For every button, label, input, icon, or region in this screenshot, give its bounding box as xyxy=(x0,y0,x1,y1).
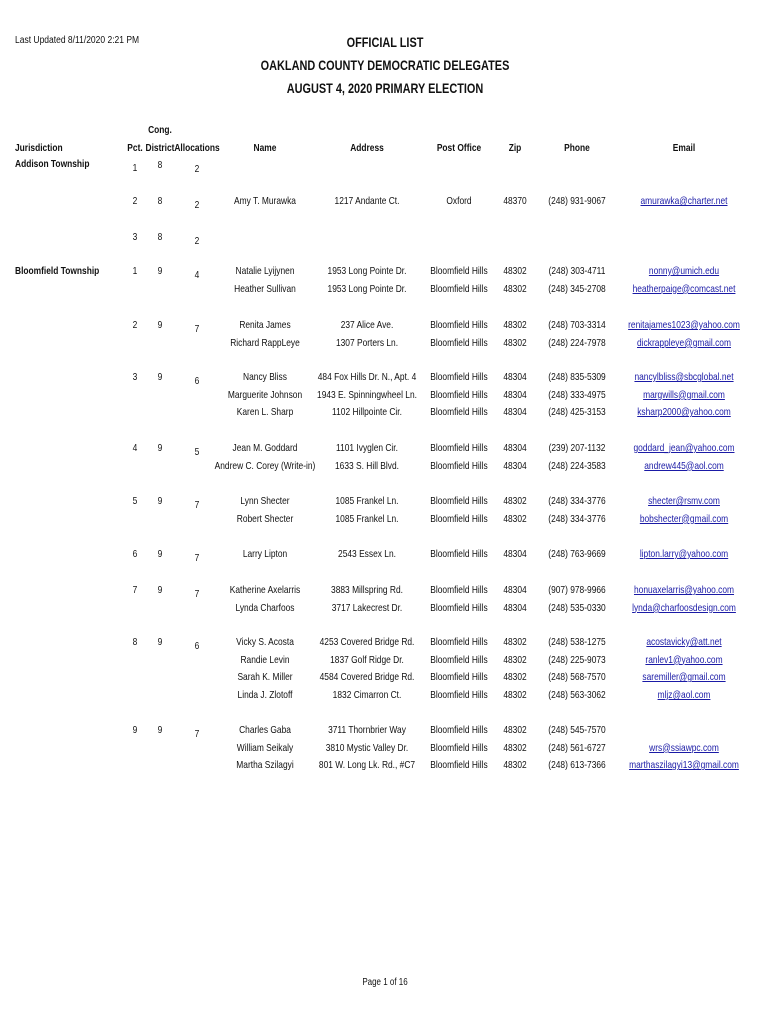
delegate-post-office: Bloomfield Hills xyxy=(430,319,488,331)
delegate-phone: (248) 225-9073 xyxy=(548,653,606,666)
allocation-count: 7 xyxy=(194,552,200,564)
delegate-phone: (248) 334-3776 xyxy=(548,495,606,507)
delegate-name: Nancy Bliss xyxy=(243,371,287,383)
congressional-district: 9 xyxy=(157,442,163,454)
col-header-allocations: Allocations xyxy=(174,142,220,154)
delegate-name: Marguerite Johnson xyxy=(227,388,303,401)
delegate-email[interactable]: bobshecter@gmail.com xyxy=(639,512,729,525)
col-header-district: District xyxy=(145,142,175,154)
delegate-phone: (248) 835-5309 xyxy=(548,371,606,383)
delegate-address: 1832 Cimarron Ct. xyxy=(332,689,402,702)
delegate-post-office: Oxford xyxy=(446,195,472,207)
delegate-zip: 48302 xyxy=(503,671,527,684)
delegate-email[interactable]: ranlev1@yahoo.com xyxy=(645,653,723,666)
delegate-address: 3711 Thornbrier Way xyxy=(328,724,406,736)
delegate-post-office: Bloomfield Hills xyxy=(430,653,488,666)
delegate-address: 237 Alice Ave. xyxy=(340,319,394,331)
delegate-name: William Seikaly xyxy=(236,741,294,754)
delegate-name: Heather Sullivan xyxy=(234,282,296,295)
delegate-post-office: Bloomfield Hills xyxy=(430,601,488,614)
delegate-name: Andrew C. Corey (Write-in) xyxy=(214,459,316,472)
delegate-post-office: Bloomfield Hills xyxy=(430,671,488,684)
delegate-phone: (907) 978-9966 xyxy=(548,584,606,596)
delegate-phone: (248) 561-6727 xyxy=(548,741,606,754)
delegate-email[interactable]: andrew445@aol.com xyxy=(644,459,724,472)
delegate-email[interactable]: nonny@umich.edu xyxy=(648,265,720,277)
congressional-district: 8 xyxy=(157,231,163,243)
delegate-post-office: Bloomfield Hills xyxy=(430,512,488,525)
delegate-name: Karen L. Sharp xyxy=(236,406,294,419)
delegate-email[interactable]: saremiller@gmail.com xyxy=(642,671,726,684)
congressional-district: 9 xyxy=(157,724,163,736)
delegate-name: Linda J. Zlotoff xyxy=(237,689,293,702)
precinct-number: 2 xyxy=(132,195,138,207)
title-primary-election: AUGUST 4, 2020 PRIMARY ELECTION xyxy=(286,80,484,96)
delegate-zip: 48304 xyxy=(503,601,527,614)
delegate-phone: (248) 568-7570 xyxy=(548,671,606,684)
delegate-address: 1837 Golf Ridge Dr. xyxy=(330,653,404,666)
delegate-address: 1307 Porters Ln. xyxy=(335,336,399,349)
delegate-name: Amy T. Murawka xyxy=(234,195,296,207)
delegate-email[interactable]: mljz@aol.com xyxy=(657,689,711,702)
precinct-number: 8 xyxy=(132,636,138,648)
delegate-phone: (248) 613-7366 xyxy=(548,759,606,772)
precinct-number: 3 xyxy=(132,231,138,243)
delegate-zip: 48302 xyxy=(503,495,527,507)
delegate-address: 3717 Lakecrest Dr. xyxy=(331,601,403,614)
delegate-zip: 48302 xyxy=(503,653,527,666)
delegate-name: Randie Levin xyxy=(240,653,290,666)
delegate-address: 1102 Hillpointe Cir. xyxy=(332,406,402,419)
col-header-pct: Pct. xyxy=(127,142,143,154)
delegate-phone: (248) 334-3776 xyxy=(548,512,606,525)
delegate-email[interactable]: amurawka@charter.net xyxy=(640,195,728,207)
delegate-phone: (248) 333-4975 xyxy=(548,388,606,401)
col-header-phone: Phone xyxy=(564,142,590,154)
delegate-email[interactable]: ksharp2000@yahoo.com xyxy=(637,406,731,419)
congressional-district: 8 xyxy=(157,159,163,171)
delegate-zip: 48302 xyxy=(503,689,527,702)
precinct-number: 6 xyxy=(132,548,138,560)
delegate-zip: 48304 xyxy=(503,459,527,472)
delegate-zip: 48370 xyxy=(503,195,527,207)
delegate-address: 801 W. Long Lk. Rd., #C7 xyxy=(318,759,416,772)
col-header-jurisdiction: Jurisdiction xyxy=(15,142,63,154)
delegate-name: Richard RappLeye xyxy=(230,336,300,349)
allocation-count: 7 xyxy=(194,323,200,335)
precinct-number: 9 xyxy=(132,724,138,736)
page-number: Page 1 of 16 xyxy=(362,977,408,988)
delegate-post-office: Bloomfield Hills xyxy=(430,495,488,507)
delegate-address: 1101 Ivyglen Cir. xyxy=(336,442,398,454)
delegate-post-office: Bloomfield Hills xyxy=(430,336,488,349)
delegate-phone: (239) 207-1132 xyxy=(548,442,606,454)
delegate-zip: 48302 xyxy=(503,636,527,648)
congressional-district: 9 xyxy=(157,636,163,648)
allocation-count: 6 xyxy=(194,375,200,387)
congressional-district: 9 xyxy=(157,265,163,277)
delegate-post-office: Bloomfield Hills xyxy=(430,584,488,596)
delegate-post-office: Bloomfield Hills xyxy=(430,548,488,560)
delegate-address: 4253 Covered Bridge Rd. xyxy=(319,636,415,648)
delegate-phone: (248) 224-3583 xyxy=(548,459,606,472)
delegate-email[interactable]: wrs@ssiawpc.com xyxy=(649,741,719,754)
delegate-phone: (248) 425-3153 xyxy=(548,406,606,419)
delegate-phone: (248) 703-3314 xyxy=(548,319,606,331)
delegate-email[interactable]: acostavicky@att.net xyxy=(646,636,722,648)
delegate-post-office: Bloomfield Hills xyxy=(430,442,488,454)
col-header-address: Address xyxy=(350,142,384,154)
delegate-zip: 48302 xyxy=(503,319,527,331)
delegate-email[interactable]: margwills@gmail.com xyxy=(643,388,725,401)
delegate-phone: (248) 538-1275 xyxy=(548,636,606,648)
delegate-address: 1943 E. Spinningwheel Ln. xyxy=(317,388,417,401)
congressional-district: 9 xyxy=(157,495,163,507)
allocation-count: 2 xyxy=(194,199,200,211)
allocation-count: 6 xyxy=(194,640,200,652)
delegate-address: 1217 Andante Ct. xyxy=(334,195,400,207)
col-header-zip: Zip xyxy=(508,142,522,154)
delegate-name: Larry Lipton xyxy=(242,548,288,560)
delegate-zip: 48302 xyxy=(503,282,527,295)
title-county-delegates: OAKLAND COUNTY DEMOCRATIC DELEGATES xyxy=(260,57,510,73)
allocation-count: 2 xyxy=(194,235,200,247)
allocation-count: 5 xyxy=(194,446,200,458)
delegate-address: 1633 S. Hill Blvd. xyxy=(335,459,399,472)
delegate-email[interactable]: nancylbliss@sbcglobal.net xyxy=(634,371,734,383)
delegate-zip: 48302 xyxy=(503,336,527,349)
delegate-zip: 48304 xyxy=(503,584,527,596)
delegate-zip: 48304 xyxy=(503,371,527,383)
precinct-number: 7 xyxy=(132,584,138,596)
delegate-phone: (248) 224-7978 xyxy=(548,336,606,349)
delegate-zip: 48304 xyxy=(503,548,527,560)
col-header-post-office: Post Office xyxy=(436,142,482,154)
delegate-phone: (248) 535-0330 xyxy=(548,601,606,614)
allocation-count: 7 xyxy=(194,588,200,600)
delegate-name: Lynda Charfoos xyxy=(235,601,295,614)
delegate-name: Jean M. Goddard xyxy=(232,442,298,454)
delegate-phone: (248) 545-7570 xyxy=(548,724,606,736)
delegate-email[interactable]: heatherpaige@comcast.net xyxy=(632,282,736,295)
delegate-name: Lynn Shecter xyxy=(240,495,290,507)
col-header-email: Email xyxy=(672,142,696,154)
delegate-post-office: Bloomfield Hills xyxy=(430,724,488,736)
delegate-name: Vicky S. Acosta xyxy=(236,636,294,648)
delegate-zip: 48304 xyxy=(503,442,527,454)
precinct-number: 2 xyxy=(132,319,138,331)
delegate-zip: 48302 xyxy=(503,759,527,772)
delegate-zip: 48302 xyxy=(503,741,527,754)
delegate-zip: 48302 xyxy=(503,512,527,525)
jurisdiction-addison: Addison Township xyxy=(15,158,90,170)
precinct-number: 5 xyxy=(132,495,138,507)
delegate-phone: (248) 763-9669 xyxy=(548,548,606,560)
delegate-zip: 48302 xyxy=(503,724,527,736)
congressional-district: 9 xyxy=(157,319,163,331)
delegate-address: 2543 Essex Ln. xyxy=(338,548,396,560)
delegate-email[interactable]: marthaszilagyi13@gmail.com xyxy=(629,759,739,772)
delegate-address: 4584 Covered Bridge Rd. xyxy=(319,671,415,684)
delegate-post-office: Bloomfield Hills xyxy=(430,388,488,401)
delegate-address: 1953 Long Pointe Dr. xyxy=(327,282,407,295)
delegate-address: 1953 Long Pointe Dr. xyxy=(327,265,407,277)
allocation-count: 7 xyxy=(194,728,200,740)
delegate-name: Robert Shecter xyxy=(236,512,294,525)
delegate-email[interactable]: renitajames1023@yahoo.com xyxy=(628,319,740,331)
jurisdiction-bloomfield: Bloomfield Township xyxy=(15,265,100,277)
congressional-district: 8 xyxy=(157,195,163,207)
delegate-name: Charles Gaba xyxy=(239,724,291,736)
col-header-name: Name xyxy=(253,142,277,154)
allocation-count: 2 xyxy=(194,163,200,175)
delegate-email[interactable]: dickrappleye@gmail.com xyxy=(637,336,731,349)
delegate-post-office: Bloomfield Hills xyxy=(430,636,488,648)
delegate-name: Sarah K. Miller xyxy=(237,671,293,684)
delegate-address: 3810 Mystic Valley Dr. xyxy=(325,741,409,754)
delegate-phone: (248) 563-3062 xyxy=(548,689,606,702)
delegate-name: Martha Szilagyi xyxy=(236,759,294,772)
delegate-post-office: Bloomfield Hills xyxy=(430,459,488,472)
last-updated-text: Last Updated 8/11/2020 2:21 PM xyxy=(15,35,140,46)
delegate-name: Natalie Lyijynen xyxy=(235,265,295,277)
congressional-district: 9 xyxy=(157,371,163,383)
delegate-name: Katherine Axelarris xyxy=(229,584,301,596)
delegate-post-office: Bloomfield Hills xyxy=(430,741,488,754)
delegate-email[interactable]: goddard_jean@yahoo.com xyxy=(633,442,735,454)
delegate-post-office: Bloomfield Hills xyxy=(430,265,488,277)
precinct-number: 1 xyxy=(132,162,138,174)
delegate-post-office: Bloomfield Hills xyxy=(430,689,488,702)
precinct-number: 4 xyxy=(132,442,138,454)
delegate-email[interactable]: honuaxelarris@yahoo.com xyxy=(633,584,735,596)
delegate-address: 484 Fox Hills Dr. N., Apt. 4 xyxy=(317,371,417,383)
allocation-count: 7 xyxy=(194,499,200,511)
precinct-number: 1 xyxy=(132,265,138,277)
title-official-list: OFFICIAL LIST xyxy=(346,34,424,50)
precinct-number: 3 xyxy=(132,371,138,383)
delegate-address: 3883 Millspring Rd. xyxy=(331,584,403,596)
delegate-zip: 48302 xyxy=(503,265,527,277)
delegate-post-office: Bloomfield Hills xyxy=(430,406,488,419)
congressional-district: 9 xyxy=(157,548,163,560)
allocation-count: 4 xyxy=(194,269,200,281)
delegate-phone: (248) 345-2708 xyxy=(548,282,606,295)
delegate-email[interactable]: lipton.larry@yahoo.com xyxy=(639,548,729,560)
delegate-address: 1085 Frankel Ln. xyxy=(335,495,399,507)
delegate-post-office: Bloomfield Hills xyxy=(430,759,488,772)
delegate-zip: 48304 xyxy=(503,388,527,401)
delegate-email[interactable]: lynda@charfoosdesign.com xyxy=(632,601,736,614)
delegate-phone: (248) 931-9067 xyxy=(548,195,606,207)
delegate-phone: (248) 303-4711 xyxy=(548,265,606,277)
congressional-district: 9 xyxy=(157,584,163,596)
delegate-email[interactable]: shecter@rsmv.com xyxy=(648,495,720,507)
delegate-zip: 48304 xyxy=(503,406,527,419)
col-header-cong: Cong. xyxy=(148,124,172,136)
delegate-post-office: Bloomfield Hills xyxy=(430,371,488,383)
delegate-post-office: Bloomfield Hills xyxy=(430,282,488,295)
delegate-address: 1085 Frankel Ln. xyxy=(335,512,399,525)
delegate-name: Renita James xyxy=(239,319,291,331)
